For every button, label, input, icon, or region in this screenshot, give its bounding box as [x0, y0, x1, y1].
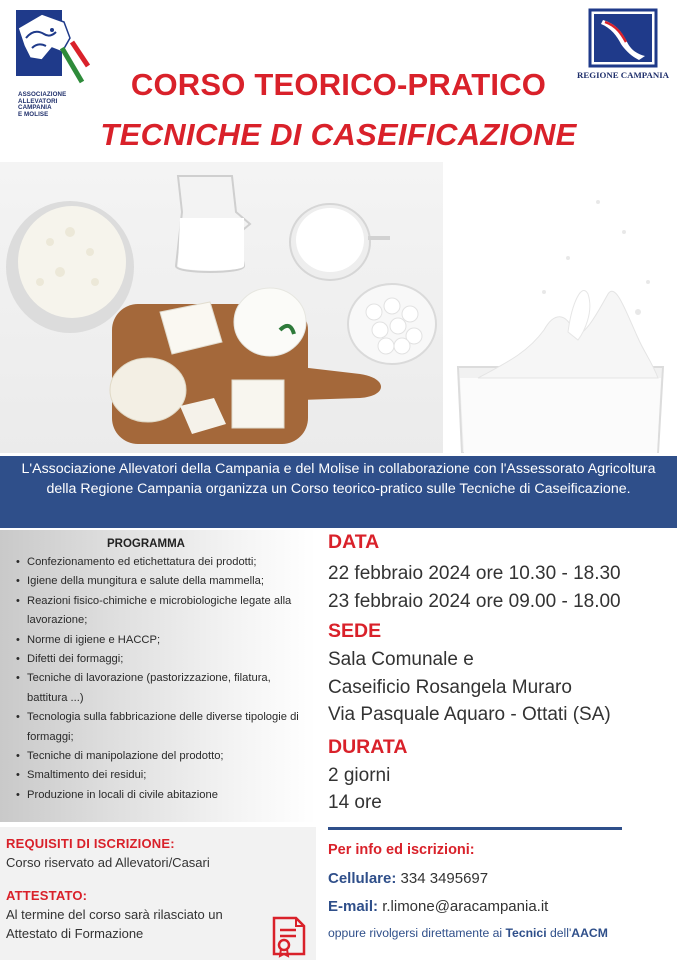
contact-heading: Per info ed iscrizioni:: [328, 842, 475, 858]
list-item: • Difetti dei formaggi;: [14, 650, 308, 669]
requirements-section: [0, 827, 316, 960]
email-row: [328, 898, 673, 915]
durata-line: 14 ore: [328, 792, 382, 813]
date-line: 22 febbraio 2024 ore 10.30 - 18.30: [328, 563, 621, 584]
dairy-products-photo: [0, 162, 443, 453]
durata-line: 2 giorni: [328, 764, 391, 786]
list-item: • Smaltimento dei residui;: [14, 766, 308, 785]
list-item: • Reazioni fisico-chimiche e microbiologiche legate alla lavorazione;: [14, 592, 308, 631]
divider: [328, 827, 622, 830]
phone-label: Cellulare:: [328, 870, 397, 887]
list-item: • Tecniche di manipolazione del prodotto;: [14, 747, 308, 766]
contact-note-text: dell': [549, 926, 572, 940]
date-line: 23 febbraio 2024 ore 09.00 - 18.00: [328, 590, 621, 612]
contact-note-bold: AACM: [571, 926, 608, 940]
phone-row: [328, 870, 673, 887]
certificate-heading: ATTESTATO:: [6, 888, 88, 903]
email-label: E-mail:: [328, 898, 379, 915]
intro-banner: L'Associazione Allevatori della Campania e del Molise in collaborazione con l'Assessorato Agricoltura della Regione Campania organizza un Corso teorico-pratico sulle Tecniche di Caseificazione.: [0, 456, 677, 528]
program-list: [14, 553, 308, 805]
sede-line: Via Pasquale Aquaro - Ottati (SA): [328, 704, 611, 725]
association-logo-text: ASSOCIAZIONE ALLEVATORI CAMPANIA E MOLISE: [18, 91, 67, 118]
data-label: DATA: [328, 531, 380, 553]
sede-label: SEDE: [328, 620, 382, 642]
certificate-text: Al termine del corso sarà rilasciato un Attestato di Formazione: [6, 907, 223, 941]
requirements-text: Corso riservato ad Allevatori/Casari: [6, 855, 210, 870]
durata-label: DURATA: [328, 735, 408, 758]
email-address[interactable]: r.limone@aracampania.it: [382, 898, 549, 915]
list-item: • Igiene della mungitura e salute della mammella;: [14, 572, 308, 591]
milk-splash-photo: [448, 162, 677, 453]
course-subtitle: TECNICHE DI CASEIFICAZIONE: [100, 117, 577, 152]
contact-note: [328, 926, 673, 940]
region-crest-icon: [577, 8, 669, 68]
requirements-heading: REQUISITI DI ISCRIZIONE:: [6, 836, 175, 851]
course-title: CORSO TEORICO-PRATICO: [130, 67, 547, 102]
phone-number[interactable]: 334 3495697: [400, 870, 489, 887]
list-item: • Tecniche di lavorazione (pastorizzazione, filatura, battitura ...): [14, 669, 308, 708]
list-item: • Norme di igiene e HACCP;: [14, 631, 308, 650]
contact-section: [328, 842, 673, 940]
certificate-icon: [266, 914, 310, 958]
contact-note-text: oppure rivolgersi direttamente ai: [328, 926, 503, 940]
sede-line: Caseificio Rosangela Muraro: [328, 676, 572, 698]
program-heading: PROGRAMMA: [107, 538, 185, 550]
list-item: • Tecnologia sulla fabbricazione delle diverse tipologie di formaggi;: [14, 708, 308, 747]
contact-note-bold: Tecnici: [505, 926, 547, 940]
program-section: [0, 530, 316, 822]
region-logo-text: REGIONE CAMPANIA: [577, 70, 669, 80]
list-item: • Produzione in locali di civile abitazione: [14, 786, 308, 805]
list-item: • Confezionamento ed etichettatura dei prodotti;: [14, 553, 308, 572]
sede-line: Sala Comunale e: [328, 649, 474, 670]
details-section: [328, 531, 673, 817]
